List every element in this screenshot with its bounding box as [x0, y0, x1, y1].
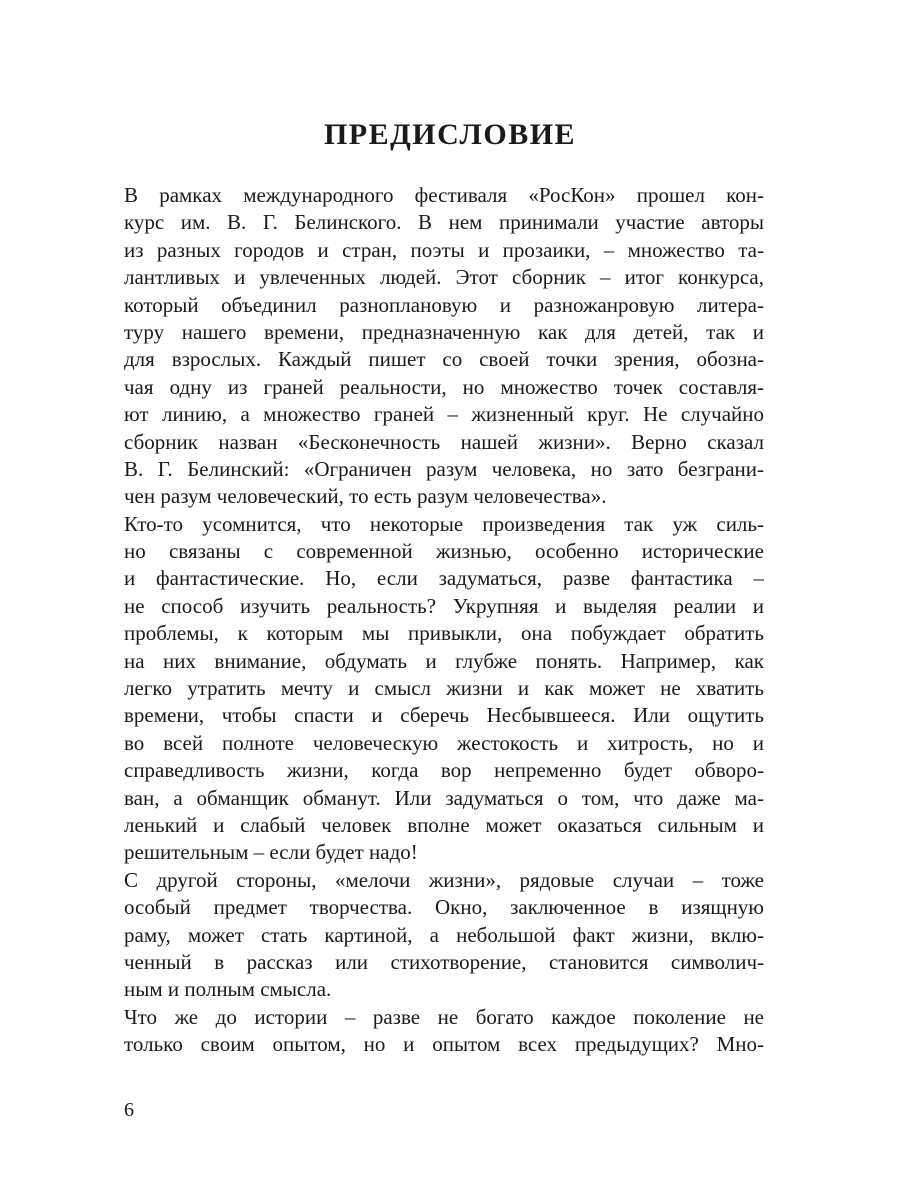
text-line: легко утратить мечту и смысл жизни и как может не хватить — [124, 676, 764, 701]
preface-text — [124, 182, 764, 1059]
text-line: чен разум человеческий, то есть разум человечества». — [124, 484, 607, 509]
text-line: только своим опытом, но и опытом всех предыдущих? Мно- — [124, 1032, 764, 1057]
text-line: ван, а обманщик обманут. Или задуматься о том, что даже ма- — [124, 785, 764, 810]
text-line: Что же до истории – разве не богато каждое поколение не — [124, 1004, 764, 1029]
text-line: справедливость жизни, когда вор непременно будет обворо- — [124, 758, 764, 783]
text-line: сборник назван «Бесконечность нашей жизни». Верно сказал — [124, 429, 764, 454]
text-line: который объединил разноплановую и разножанровую литера- — [124, 292, 764, 317]
text-line: особый предмет творчества. Окно, заключенное в изящную — [124, 895, 764, 920]
text-line: ленький и слабый человек вполне может оказаться сильным и — [124, 812, 764, 837]
text-line: для взрослых. Каждый пишет со своей точки зрения, обозна- — [124, 347, 764, 372]
text-line: времени, чтобы спасти и сберечь Несбывшееся. Или ощутить — [124, 703, 764, 728]
text-line: ным и полным смысла. — [124, 977, 332, 1002]
text-line: В рамках международного фестиваля «РосКон» прошел кон- — [124, 183, 764, 207]
text-line: но связаны с современной жизнью, особенно исторические — [124, 539, 764, 564]
page-number: 6 — [124, 1099, 134, 1121]
text-line: С другой стороны, «мелочи жизни», рядовые случаи – тоже — [124, 867, 764, 892]
text-line: на них внимание, обдумать и глубже понять. Например, как — [124, 648, 764, 673]
text-line: и фантастические. Но, если задуматься, разве фантастика – — [124, 566, 764, 591]
text-line: во всей полноте человеческую жестокость и хитрость, но и — [124, 730, 764, 755]
text-line: решительным – если будет надо! — [124, 840, 418, 865]
text-line: чая одну из граней реальности, но множество точек составля- — [124, 374, 764, 399]
text-line: ют линию, а множество граней – жизненный круг. Не случайно — [124, 402, 764, 427]
text-line: ченный в рассказ или стихотворение, становится символич- — [124, 949, 764, 974]
text-line: проблемы, к которым мы привыкли, она побуждает обратить — [124, 621, 764, 646]
text-line: не способ изучить реальность? Укрупняя и выделяя реалии и — [124, 593, 764, 618]
page-title: ПРЕДИСЛОВИЕ — [323, 118, 577, 151]
text-line: лантливых и увлеченных людей. Этот сборник – итог конкурса, — [124, 265, 764, 290]
text-line: туру нашего времени, предназначенную как для детей, так и — [124, 319, 764, 344]
text-line: В. Г. Белинский: «Ограничен разум человека, но зато безграни- — [124, 456, 764, 481]
text-line: курс им. В. Г. Белинского. В нем принимали участие авторы — [124, 210, 764, 235]
text-line: из разных городов и стран, поэты и прозаики, – множество та- — [124, 237, 764, 262]
text-line: Кто-то усомнится, что некоторые произведения так уж силь- — [124, 511, 764, 536]
text-line: раму, может стать картиной, а небольшой факт жизни, вклю- — [124, 922, 764, 947]
